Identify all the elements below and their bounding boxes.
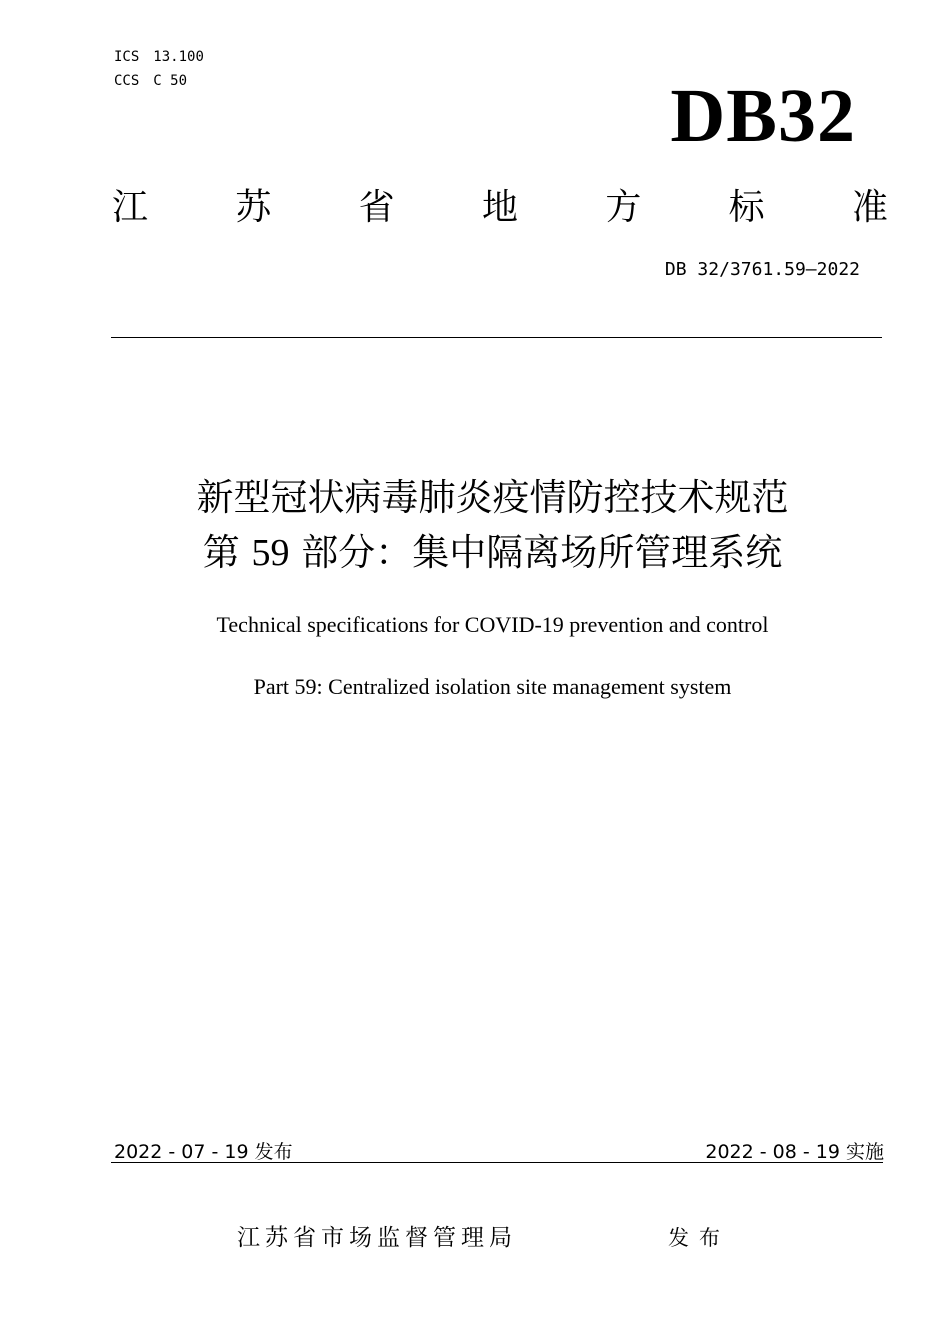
ics-code-line [114,49,204,65]
issuing-authority: 江苏省市场监督管理局 [237,1225,517,1251]
standard-type-char: 苏 [235,187,272,228]
standard-type-heading [112,186,888,230]
footer-divider [111,1162,883,1163]
title-en-line2: Part 59: Centralized isolation site management system [253,674,732,699]
title-cn-line2 [0,527,950,579]
standard-type-char: 方 [605,187,642,228]
implementation-date: 2022 - 08 - 19 实施 [705,1141,884,1163]
standard-type-char: 标 [728,187,765,228]
title-cn-line2-suffix: 部分：集中隔离场所管理系统 [289,531,783,574]
standard-type-char: 省 [358,187,395,228]
header-divider [111,337,882,338]
db-standard-mark: DB32 [670,74,856,158]
ccs-code-line [114,73,187,89]
issue-date: 2022 - 07 - 19 发布 [114,1141,293,1163]
standard-type-char: 江 [112,187,149,228]
standard-type-char: 地 [481,187,518,228]
ccs-code: C 50 [153,73,188,89]
standard-type-char: 准 [851,187,888,228]
title-en-line1: Technical specifications for COVID-19 prevention and control [216,612,769,637]
title-cn-line2-prefix: 第 [202,531,252,574]
ics-code: 13.100 [153,49,204,65]
publish-label: 发布 [668,1226,730,1250]
standard-number: DB 32/3761.59—2022 [664,259,860,280]
title-cn-part-number: 59 [251,532,290,574]
ccs-label: CCS [114,73,140,89]
title-cn-line1: 新型冠状病毒肺炎疫情防控技术规范 [196,476,789,519]
ics-label: ICS [114,49,140,65]
